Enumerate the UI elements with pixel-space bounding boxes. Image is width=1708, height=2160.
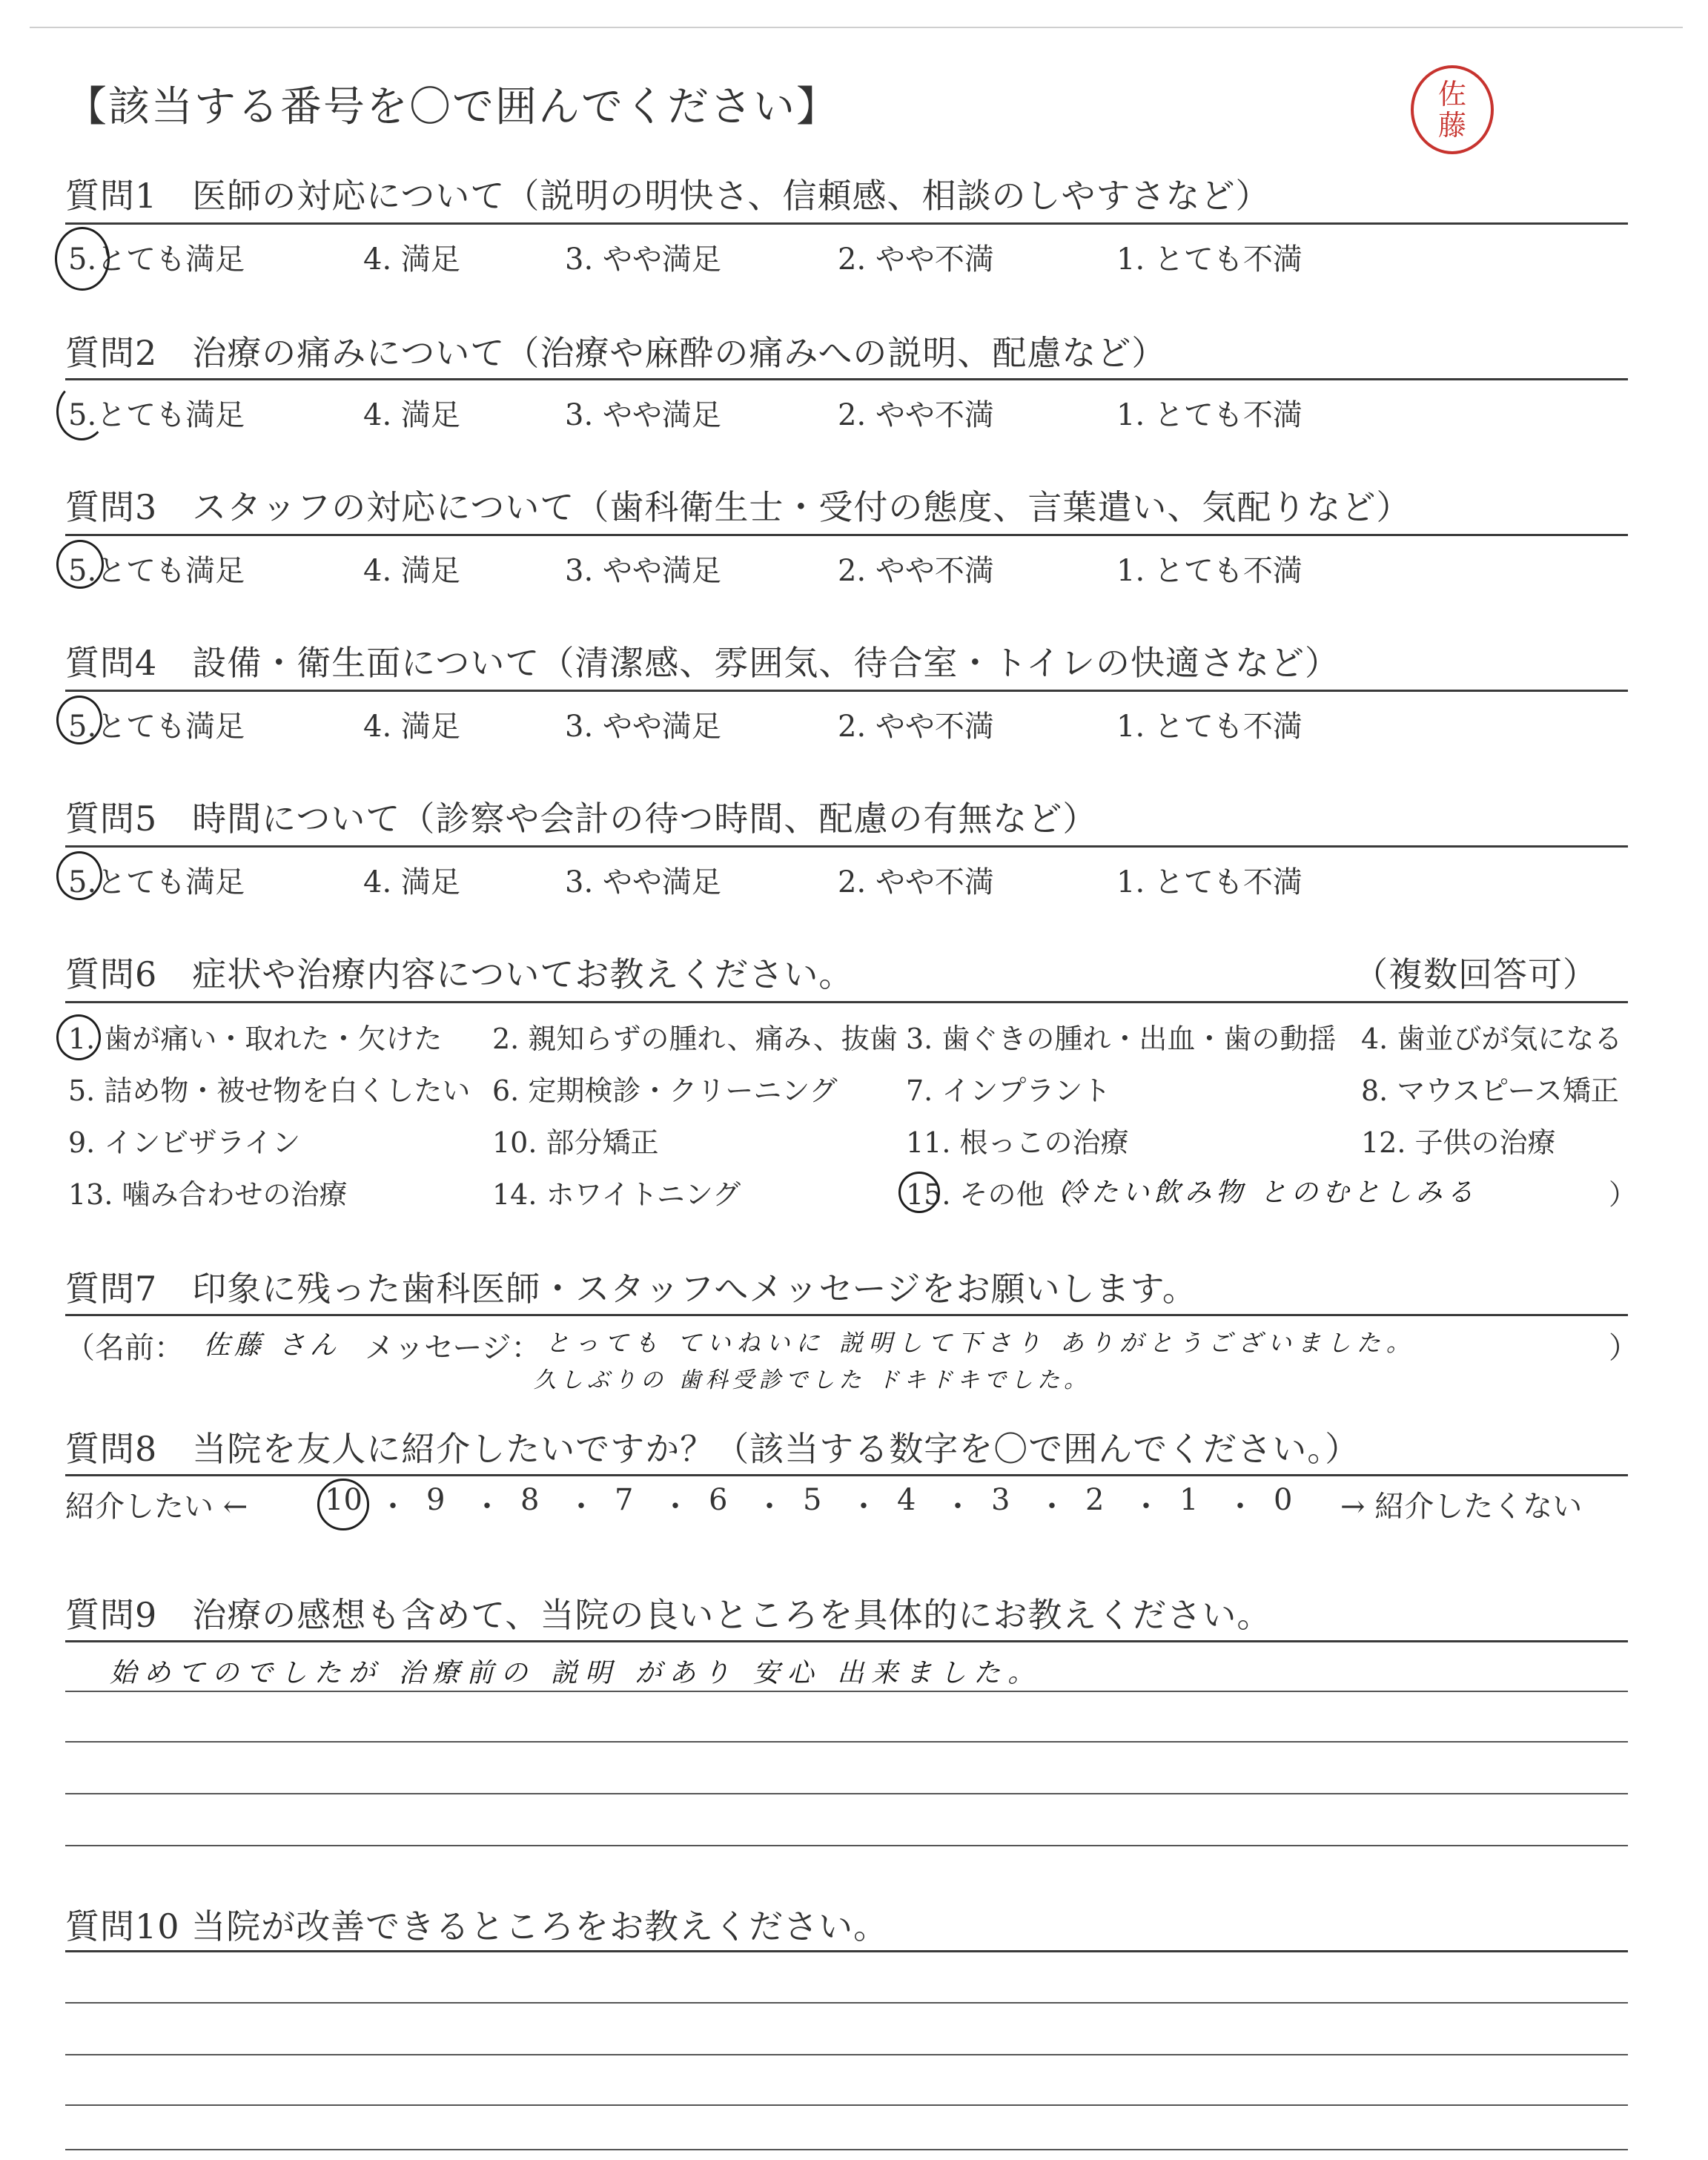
q8-scale-separator: ・ (661, 1490, 690, 1524)
question-1-title: 質問1 医師の対応について（説明の明快さ、信頼感、相談のしやすさなど） (65, 176, 1271, 216)
q4-option-5[interactable]: 5.とても満足 (68, 710, 245, 744)
question-5-title: 質問5 時間について（診察や会計の待つ時間、配慮の有無など） (65, 799, 1098, 839)
q6-selected-circle-1 (56, 1014, 101, 1060)
q7-message-line-2[interactable]: 久しぶりの 歯科受診でした ドキドキでした。 (534, 1367, 1091, 1393)
question-1-rule (65, 222, 1628, 225)
question-8-title: 質問8 当院を友人に紹介したいですか？（該当する数字を〇で囲んでください。） (65, 1429, 1360, 1469)
q2-selected-circle (56, 383, 107, 440)
q1-option-3[interactable]: 3. やや満足 (565, 242, 721, 277)
name-seal-stamp (1411, 65, 1494, 154)
q6-other-close: ） (1609, 1178, 1638, 1211)
q5-option-2[interactable]: 2. やや不満 (838, 865, 994, 899)
q6-item-10[interactable]: 10. 部分矯正 (492, 1126, 659, 1159)
question-5-rule (65, 845, 1628, 848)
question-8-rule (65, 1474, 1628, 1476)
q6-item-1[interactable]: 1. 歯が痛い・取れた・欠けた (68, 1023, 443, 1055)
q6-item-14[interactable]: 14. ホワイトニング (492, 1178, 741, 1211)
q1-option-4[interactable]: 4. 満足 (363, 242, 460, 277)
q8-scale-separator: ・ (1225, 1490, 1255, 1524)
q6-item-7[interactable]: 7. インプラント (906, 1074, 1111, 1107)
q3-selected-circle (56, 540, 104, 589)
q9-answer-line-3 (65, 1793, 1628, 1794)
q8-scale-separator: ・ (472, 1490, 502, 1524)
q4-selected-circle (56, 696, 102, 744)
q3-option-3[interactable]: 3. やや満足 (565, 554, 721, 588)
q6-item-5[interactable]: 5. 詰め物・被せ物を白くしたい (68, 1074, 471, 1107)
q6-item-11[interactable]: 11. 根っこの治療 (906, 1126, 1129, 1159)
q8-scale-separator: ・ (943, 1490, 973, 1524)
question-4-title: 質問4 設備・衛生面について（清潔感、雰囲気、待合室・トイレの快適さなど） (65, 643, 1340, 683)
question-4-rule (65, 690, 1628, 692)
q8-scale-3[interactable]: 3 (991, 1483, 1010, 1517)
q8-scale-separator: ・ (849, 1490, 878, 1524)
q8-scale-separator: ・ (1131, 1490, 1161, 1524)
question-10-rule (65, 1950, 1628, 1952)
stamp-char-2: 藤 (1437, 109, 1466, 142)
q8-scale-9[interactable]: 9 (426, 1483, 446, 1517)
q8-scale-separator: ・ (1037, 1490, 1067, 1524)
q9-answer-line-1 (65, 1691, 1628, 1692)
q3-option-2[interactable]: 2. やや不満 (838, 554, 994, 588)
stamp-char-1: 佐 (1437, 78, 1466, 110)
q8-scale-separator: ・ (755, 1490, 784, 1524)
q4-option-4[interactable]: 4. 満足 (363, 710, 460, 744)
q1-selected-circle (55, 227, 110, 291)
q8-scale-4[interactable]: 4 (897, 1483, 916, 1517)
q7-close: ） (1609, 1331, 1638, 1365)
q6-item-3[interactable]: 3. 歯ぐきの腫れ・出血・歯の動揺 (906, 1023, 1337, 1055)
q6-item-2[interactable]: 2. 親知らずの腫れ、痛み、抜歯 (492, 1023, 898, 1055)
q6-item-6[interactable]: 6. 定期検診・クリーニング (492, 1074, 838, 1107)
q7-name-value[interactable]: 佐藤 さん (203, 1330, 341, 1361)
q8-scale-1[interactable]: 1 (1179, 1483, 1199, 1517)
q1-option-5[interactable]: 5.とても満足 (68, 242, 245, 277)
question-9-rule (65, 1640, 1628, 1642)
q6-item-8[interactable]: 8. マウスピース矯正 (1361, 1074, 1619, 1107)
q8-scale-2[interactable]: 2 (1085, 1483, 1105, 1517)
q6-other-handwritten: 冷たい飲み物 とのむとしみる (1060, 1178, 1478, 1208)
q8-scale-7[interactable]: 7 (615, 1483, 634, 1517)
top-edge-line (30, 27, 1683, 28)
question-6-rule (65, 1001, 1628, 1003)
q8-scale-8[interactable]: 8 (520, 1483, 540, 1517)
q6-item-4[interactable]: 4. 歯並びが気になる (1361, 1023, 1623, 1055)
q7-message-line-1[interactable]: とっても ていねいに 説明して下さり ありがとうございました。 (546, 1329, 1416, 1357)
question-3-rule (65, 534, 1628, 536)
q8-scale-separator: ・ (566, 1490, 596, 1524)
q6-item-12[interactable]: 12. 子供の治療 (1361, 1126, 1556, 1159)
q8-right-label: → 紹介したくない (1340, 1490, 1583, 1524)
q6-item-13[interactable]: 13. 噛み合わせの治療 (68, 1178, 348, 1211)
question-3-title: 質問3 スタッフの対応について（歯科衛生士・受付の態度、言葉遣い、気配りなど） (65, 487, 1411, 527)
q5-option-1[interactable]: 1. とても不満 (1116, 865, 1302, 899)
q1-option-1[interactable]: 1. とても不満 (1116, 242, 1302, 277)
q5-option-4[interactable]: 4. 満足 (363, 865, 460, 899)
q6-item-15-other[interactable]: 15. その他（ (906, 1178, 1073, 1211)
question-7-title: 質問7 印象に残った歯科医師・スタッフへメッセージをお願いします。 (65, 1269, 1197, 1309)
form-header: 【該当する番号を〇で囲んでください】 (65, 83, 839, 131)
q5-option-5[interactable]: 5.とても満足 (68, 865, 245, 899)
q4-option-3[interactable]: 3. やや満足 (565, 710, 721, 744)
q2-option-1[interactable]: 1. とても不満 (1116, 398, 1302, 432)
question-6-title: 質問6 症状や治療内容についてお教えください。 (65, 954, 854, 994)
q10-answer-line-3 (65, 2104, 1628, 2106)
q8-left-label: 紹介したい ← (65, 1490, 248, 1524)
q8-scale-0[interactable]: 0 (1274, 1483, 1293, 1517)
q2-option-2[interactable]: 2. やや不満 (838, 398, 994, 432)
q2-option-4[interactable]: 4. 満足 (363, 398, 460, 432)
q10-answer-line-4 (65, 2149, 1628, 2150)
q6-item-9[interactable]: 9. インビザライン (68, 1126, 301, 1159)
q1-option-2[interactable]: 2. やや不満 (838, 242, 994, 277)
q7-message-label: メッセージ： (365, 1331, 541, 1365)
q6-selected-circle-15 (898, 1172, 940, 1213)
q3-option-1[interactable]: 1. とても不満 (1116, 554, 1302, 588)
q10-answer-line-2 (65, 2054, 1628, 2055)
q8-scale-10[interactable]: 10 (325, 1483, 363, 1517)
q8-selected-circle (317, 1479, 369, 1530)
q8-scale-6[interactable]: 6 (709, 1483, 728, 1517)
q8-scale-5[interactable]: 5 (803, 1483, 822, 1517)
q5-selected-circle (56, 851, 102, 900)
q4-option-1[interactable]: 1. とても不満 (1116, 710, 1302, 744)
q9-answer-line-4 (65, 1845, 1628, 1846)
q4-option-2[interactable]: 2. やや不満 (838, 710, 994, 744)
q3-option-5[interactable]: 5.とても満足 (68, 554, 245, 588)
question-9-title: 質問9 治療の感想も含めて、当院の良いところを具体的にお教えください。 (65, 1595, 1272, 1635)
q8-scale-separator: ・ (378, 1490, 408, 1524)
q3-option-4[interactable]: 4. 満足 (363, 554, 460, 588)
q9-answer[interactable]: 始めてのでしたが 治療前の 説明 があり 安心 出来ました。 (110, 1658, 1042, 1688)
q10-answer-line-1 (65, 2002, 1628, 2004)
question-7-rule (65, 1314, 1628, 1316)
question-2-rule (65, 378, 1628, 380)
q2-option-3[interactable]: 3. やや満足 (565, 398, 721, 432)
q7-name-label: （名前： (65, 1331, 184, 1365)
question-6-multi-note: （複数回答可） (1354, 954, 1598, 994)
q5-option-3[interactable]: 3. やや満足 (565, 865, 721, 899)
question-2-title: 質問2 治療の痛みについて（治療や麻酔の痛みへの説明、配慮など） (65, 333, 1167, 373)
q2-option-5[interactable]: 5.とても満足 (68, 398, 245, 432)
q9-answer-line-2 (65, 1741, 1628, 1743)
question-10-title: 質問10 当院が改善できるところをお教えください。 (65, 1906, 889, 1946)
